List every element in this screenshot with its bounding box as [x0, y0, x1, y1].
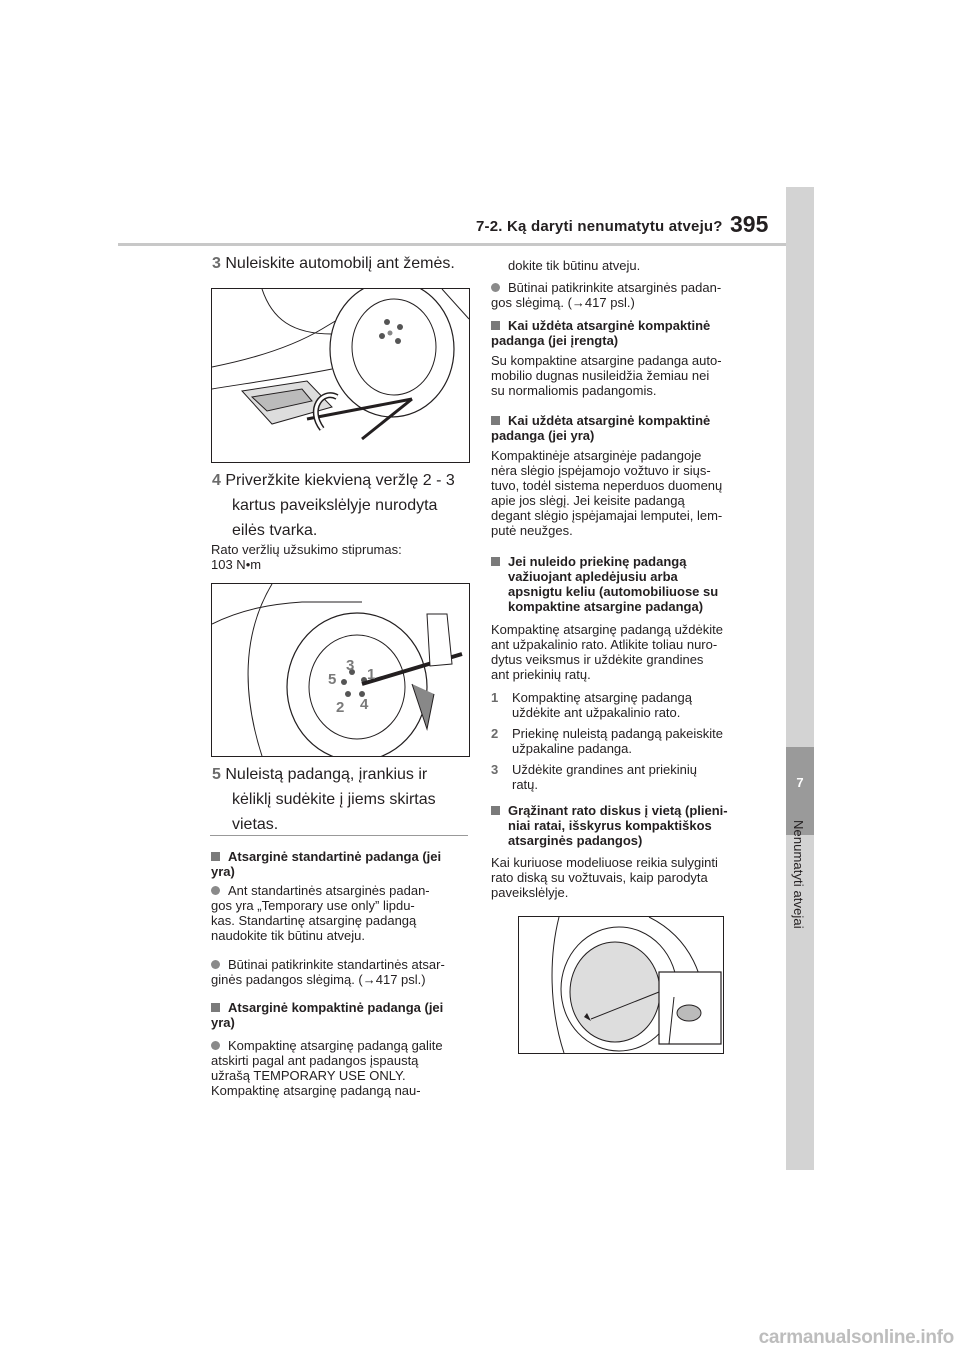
section-heading: Kai uždėta atsarginė kompaktinė padanga (jei yra)	[491, 413, 711, 443]
nut-label-2: 2	[336, 699, 345, 716]
nut-label-4: 4	[360, 696, 369, 713]
section-heading: Grąžinant rato diskus į vietą (plieni- niai ratai, išskyrus kompaktiškos atsarginės padangos)	[508, 803, 728, 848]
section-heading: Atsarginė standartinė padanga (jei yra)	[211, 849, 442, 879]
nut-label-5: 5	[328, 671, 337, 688]
paragraph: Kompaktinėje atsarginėje padangoje nėra slėgio įspėjamojo vožtuvo ir siųs- tuvo, todėl sistema neperduos duomenų apie jos slėgį. Jei keisite padangą degant slėgio įspėjamajai lemputei, lem- putė neužges.	[491, 448, 723, 538]
substep-2: 2 Priekinę nuleistą padangą pakeiskite užpakaline padanga.	[491, 726, 724, 756]
step-text-line: Priveržkite kiekvieną veržlę 2 - 3	[225, 472, 455, 489]
round-bullet-icon	[211, 1041, 220, 1050]
step-text-line: eilės tvarka.	[232, 522, 318, 539]
paragraph: Su kompaktine atsargine padanga auto- mobilio dugnas nusileidžia žemiau nei su normaliomis padangomis.	[491, 353, 722, 398]
step-number: 5	[212, 766, 221, 783]
figure-jack-lowering	[211, 288, 470, 463]
square-bullet-icon	[211, 1003, 220, 1012]
square-bullet-icon	[491, 806, 500, 815]
chapter-label: Nenumatyti atvejai	[791, 820, 806, 929]
section-heading: Jei nuleido priekinę padangą važiuojant apledėjusiu arba apsnigtu keliu (automobiliuose su kompaktine atsargine padanga)	[508, 554, 719, 614]
step-text-line: Nuleistą padangą, įrankius ir	[225, 766, 428, 783]
chapter-side-tab	[786, 187, 814, 1170]
bullet-text: Būtinai patikrinkite standartinės atsar- ginės padangos slėgimą. (→417 psl.)	[211, 957, 445, 987]
figure-nut-tightening-order	[211, 583, 470, 757]
step-4	[212, 468, 455, 543]
square-bullet-icon	[211, 852, 220, 861]
bullet-text: Ant standartinės atsarginės padan- gos yra „Temporary use only” lipdu- kas. Standartinę atsarginę padangą naudokite tik būtinu atveju.	[211, 883, 430, 943]
nut-label-3: 3	[346, 657, 355, 674]
watermark: carmanualsonline.info	[758, 1327, 954, 1348]
step-number: 3	[212, 255, 221, 272]
bullet-text: Kompaktinę atsarginę padangą galite atskirti pagal ant padangos įspaustą užrašą TEMPORARY USE ONLY. Kompaktinę atsarginę padangą nau-	[211, 1038, 443, 1098]
paragraph: Kai kuriuose modeliuose reikia sulyginti rato diską su vožtuvais, kaip parodyta paveikslėlyje.	[491, 855, 718, 900]
torque-line: 103 N•m	[211, 557, 262, 572]
section-heading: Atsarginė kompaktinė padanga (jei yra)	[211, 1000, 444, 1030]
torque-spec	[211, 542, 402, 572]
section-divider	[210, 835, 468, 836]
round-bullet-icon	[211, 960, 220, 969]
step-text-line: vietas.	[232, 816, 279, 833]
figure-wheel-valve-alignment	[518, 916, 724, 1054]
substep-1: 1 Kompaktinę atsarginę padangą uždėkite ant užpakalinio rato.	[491, 690, 692, 720]
substep-3: 3 Uždėkite grandines ant priekinių ratų.	[491, 762, 697, 792]
continued-text: dokite tik būtinu atveju.	[508, 258, 641, 273]
step-text-line: kartus paveikslėlyje nurodyta	[232, 497, 438, 514]
step-number: 4	[212, 472, 221, 489]
chapter-number: 7	[796, 775, 804, 790]
round-bullet-icon	[491, 283, 500, 292]
round-bullet-icon	[211, 886, 220, 895]
nut-label-1: 1	[367, 666, 376, 683]
section-title: 7-2. Ką daryti nenumatytu atveju?	[476, 218, 723, 235]
step-5	[212, 762, 436, 837]
step-text-line: kėliklį sudėkite į jiems skirtas	[232, 791, 436, 808]
section-heading: Kai uždėta atsarginė kompaktinė padanga (jei įrengta)	[491, 318, 711, 348]
page-number: 395	[730, 211, 769, 237]
torque-line: Rato veržlių užsukimo stiprumas:	[211, 542, 402, 557]
header-divider	[118, 243, 786, 246]
square-bullet-icon	[491, 416, 500, 425]
step-text: Nuleiskite automobilį ant žemės.	[225, 255, 455, 272]
step-3	[212, 251, 455, 276]
square-bullet-icon	[491, 321, 500, 330]
paragraph: Kompaktinę atsarginę padangą uždėkite ant užpakalinio rato. Atlikite toliau nuro- dytus veiksmus ir uždėkite grandines ant priekinių ratų.	[491, 622, 723, 682]
bullet-text: Būtinai patikrinkite atsarginės padan- gos slėgimą. (→417 psl.)	[491, 280, 722, 310]
square-bullet-icon	[491, 557, 500, 566]
